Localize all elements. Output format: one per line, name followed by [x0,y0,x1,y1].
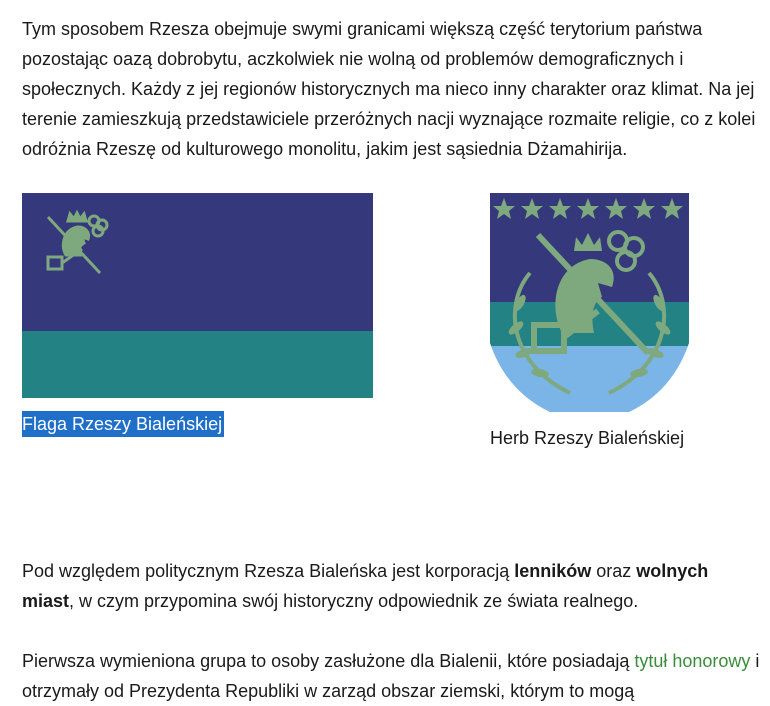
vassals-text-2: i otrzymały od Prezydenta Republiki w zarząd obszar ziemski, którym to mogą [22,651,760,701]
coat-of-arms-image [490,193,689,412]
flag-image [22,193,373,398]
flag-caption: Flaga Rzeszy Bialeńskiej [22,411,224,437]
politics-text-3: , w czym przypomina swój historyczny odpowiednik ze świata realnego. [69,591,639,611]
vassals-paragraph [22,646,764,706]
flag-teal-stripe [22,331,373,398]
honorary-title-link[interactable]: tytuł honorowy [634,651,751,671]
coat-of-arms-caption: Herb Rzeszy Bialeńskiej [490,428,685,448]
politics-text-2: oraz [591,561,637,581]
vassals-text-1: Pierwsza wymieniona grupa to osoby zasłużone dla Bialenii, które posiadają [22,651,635,671]
vassals-term: lenników [514,561,592,581]
eagle-emblem-icon [42,209,112,279]
intro-paragraph: Tym sposobem Rzesza obejmuje swymi granicami większą część terytorium państwa pozostając oazą dobrobytu, aczkolwiek nie wolną od problemów demograficznych i społecznych. Każdy z jej regionów historycznych ma nieco inny charakter oraz klimat. Na jej terenie zamieszkują przedstawiciele przeróżnych nacji wyznające rozmaite religie, co z kolei odróżnia Rzeszę od kulturowego monolitu, jakim jest sąsiednia Dżamahirija. [22,19,756,159]
politics-paragraph [22,556,764,616]
free-cities-term: wolnych miast [22,561,709,611]
politics-text-1: Pod względem politycznym Rzesza Bialeńska jest korporacją [22,561,515,581]
